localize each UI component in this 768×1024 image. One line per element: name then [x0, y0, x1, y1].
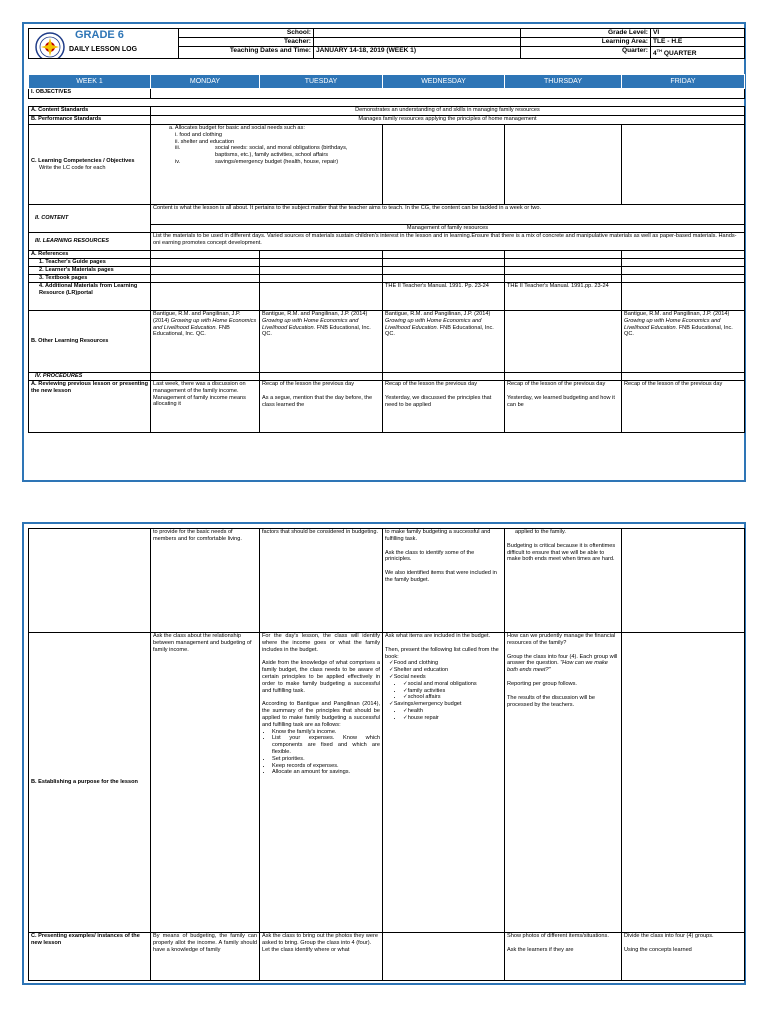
proc-b-wednesday: Ask what items are included in the budget. Then, present the following list culled from the book: ✓ Food and clothing ✓ Shelter and education ✓ Social needs ✓ • social and moral obligations ✓ • family activities ✓ • school affairs ✓ Savings/emergency budget ✓ • health ✓ • house repair [383, 633, 505, 933]
dates-value: JANUARY 14-18, 2019 (WEEK 1) [314, 47, 521, 59]
ref-tuesday: Bantigue, R.M. and Pangilinan, J.P. (2014) Growing up with Home Economics and Livelihood Education. FNB Educational, Inc. QC. [260, 311, 383, 373]
lesson-table [28, 74, 745, 433]
principle-item: • Set priorities. [272, 756, 380, 763]
day-thursday: THURSDAY [505, 75, 622, 89]
competencies-list: a. Allocates budget for basic and social needs such as: i. food and clothing ii. shelter and education iii. social needs: social, and moral obligations (birthdays, baptisms, etc.), family activities, school affairs iv. savings/emergency budget (health, house, repair) [151, 125, 383, 205]
teacher-value [314, 38, 521, 47]
tg-label: 1. Teacher's Guide pages [29, 259, 151, 267]
check-item: ✓ Social needs ✓ • social and moral obligations ✓ • family activities ✓ • school affairs [389, 674, 502, 701]
tb-label: 3. Textbook pages [29, 275, 151, 283]
procedure-c-label: C. Presenting examples/ instances of the new lesson [29, 933, 151, 981]
day-wednesday: WEDNESDAY [383, 75, 505, 89]
principle-item: • List your expenses. Know which components are fixed and which are flexible. [272, 735, 380, 755]
am-thursday: THE II Teacher's Manual. 1991.pp. 23-24 [505, 283, 622, 311]
content-standards: Demonstrates an understanding of and skills in managing family resources [151, 107, 745, 116]
proc-b-tuesday: For the day's lesson, the class will identify where the income goes or what the family includes in the budget. Aside from the knowledge of what comprises a family budget, the class needs to be aware of certain principles to be applied effectively in order to make family budgeting a successful and fulfilling task. According to Bantigue and Pangilinan (2014), the summary of the principles that should be applied to make family budgeting a successful and fulfilling task are as follows: • Know the family's income. • List your expenses. Know which components are fixed and which are flexible. • Set priorities. • Keep records of expenses. • Allocate an amount for savings. [260, 633, 383, 933]
competencies-label-cell: C. Learning Competencies / Objectives Write the LC code for each [29, 125, 151, 205]
proc-a-tuesday: Recap of the lesson the previous day As a segue, mention that the day before, the class learned the [260, 381, 383, 433]
resources-description: List the materials to be used in different days. Varied sources of materials sustain children's interest in the lesson and in learning.Ensure that there is a mix of concrete and manipulative materials as well as paper-based materials. Hands-oni earning promotes concept development. [151, 233, 745, 251]
proc-c-tuesday: Ask the class to bring out the photos they were asked to bring. Group the class into 4 (four). Let the class identify where or what [260, 933, 383, 981]
performance-standards: Manages family resources applying the principles of home management [151, 116, 745, 125]
resources-label: III. LEARNING RESOURCES [29, 233, 151, 251]
grade-title: GRADE 6 [75, 29, 124, 41]
proc-a-friday: Recap of the lesson of the previous day [622, 381, 745, 433]
day-tuesday: TUESDAY [260, 75, 383, 89]
page-1 [22, 22, 746, 482]
dates-label: Teaching Dates and Time: [179, 47, 314, 59]
proc-a-monday: Last week, there was a discussion on management of the family income. Management of family income means allocating it [151, 381, 260, 433]
proc-b-monday: Ask the class about the relationship between management and budgeting of family income. [151, 633, 260, 933]
principle-item: • Allocate an amount for savings. [272, 769, 380, 776]
content-standards-label: A. Content Standards [29, 107, 151, 116]
week-label: WEEK 1 [29, 75, 151, 89]
day-monday: MONDAY [151, 75, 260, 89]
log-title: DAILY LESSON LOG [69, 46, 138, 53]
am-wednesday: THE II Teacher's Manual. 1991. Pp. 23-24 [383, 283, 505, 311]
quarter-label: Quarter: [521, 47, 651, 59]
procedures-label: IV. PROCEDURES [29, 373, 151, 381]
check-item: ✓ Shelter and education [389, 667, 502, 674]
logo-cell [29, 29, 179, 59]
deped-seal-icon [35, 32, 65, 59]
lm-label: 2. Learner's Materials pages [29, 267, 151, 275]
grade-level-value: VI [651, 29, 745, 38]
principle-item: • Know the family's income. [272, 729, 380, 736]
references-label: A. References [29, 251, 151, 259]
school-value [314, 29, 521, 38]
objectives-label: I. OBJECTIVES [29, 89, 151, 99]
week-header-row [29, 75, 745, 89]
proc-a-thursday: Recap of the lesson of the previous day Yesterday, we learned budgeting and how it can be [505, 381, 622, 433]
cont-thursday: applied to the family. Budgeting is critical because it is oftentimes difficult to ensure that we will be able to make both ends meet when times are hard. [505, 529, 622, 633]
am-label: 4. Additional Materials from Learning Resource (LR)portal [29, 283, 151, 311]
check-item: ✓ Savings/emergency budget ✓ • health ✓ • house repair [389, 701, 502, 721]
ref-wednesday: Bantigue, R.M. and Pangilinan, J.P. (2014) Growing up with Home Economics and Livelihood Education. FNB Educational, Inc. QC. [383, 311, 505, 373]
check-item: ✓ Food and clothing [389, 660, 502, 667]
quarter-value: 4TH QUARTER [651, 47, 745, 59]
teacher-label: Teacher: [179, 38, 314, 47]
school-label: School: [179, 29, 314, 38]
cont-wednesday: to make family budgeting a successful and fulfilling task. Ask the class to identify some of the priniciples. We also identified items that were included in the family budget. [383, 529, 505, 633]
budget-items-list [385, 660, 502, 721]
principle-item: • Keep records of expenses. [272, 763, 380, 770]
proc-c-monday: By means of budgeting, the family can properly allot the income. A family should have a knowledge of family [151, 933, 260, 981]
other-resources-label: B. Other Learning Resources [29, 311, 151, 373]
header-table [28, 28, 745, 59]
proc-c-thursday: Show photos of different items/situations. Ask the learners if they are [505, 933, 622, 981]
proc-c-friday: Divide the class into four (4) groups. Using the concepts learned [622, 933, 745, 981]
content-topic: Management of family resources [151, 225, 745, 233]
day-friday: FRIDAY [622, 75, 745, 89]
content-label: II. CONTENT [29, 205, 151, 233]
proc-b-thursday: How can we prudently manage the financial resources of the family? Group the class into four (4). Each group will answer the question. "How can we make both ends meet?" Reporting per group follows. The results of the discussion will be processed by the teachers. [505, 633, 622, 933]
cont-monday: to provide for the basic needs of members and for comfortable living. [151, 529, 260, 633]
principles-list [262, 729, 380, 777]
procedure-a-label: A. Reviewing previous lesson or presenting the new lesson [29, 381, 151, 433]
page-2 [22, 522, 746, 985]
ref-monday: Bantigue, R.M. and Pangilinan, J.P. (2014) Growing up with Home Economics and Livelihood Education. FNB Educational, Inc. QC. [151, 311, 260, 373]
procedure-b-label: B. Establishing a purpose for the lesson [29, 633, 151, 933]
lesson-table-continued [28, 528, 745, 981]
learning-area-label: Learning Area: [521, 38, 651, 47]
performance-standards-label: B. Performance Standards [29, 116, 151, 125]
ref-friday: Bantigue, R.M. and Pangilinan, J.P. (2014) Growing up with Home Economics and Livelihood Education. FNB Educational, Inc. QC. [622, 311, 745, 373]
cont-tuesday: factors that should be considered in budgeting. [260, 529, 383, 633]
content-description: Content is what the lesson is all about. It pertains to the subject matter that the teacher aims to teach. In the CG, the content can be tackled in a week or two. [151, 205, 745, 225]
proc-a-wednesday: Recap of the lesson the previous day Yesterday, we discussed the principles that need to be applied [383, 381, 505, 433]
grade-level-label: Grade Level: [521, 29, 651, 38]
learning-area-value: TLE - H.E [651, 38, 745, 47]
